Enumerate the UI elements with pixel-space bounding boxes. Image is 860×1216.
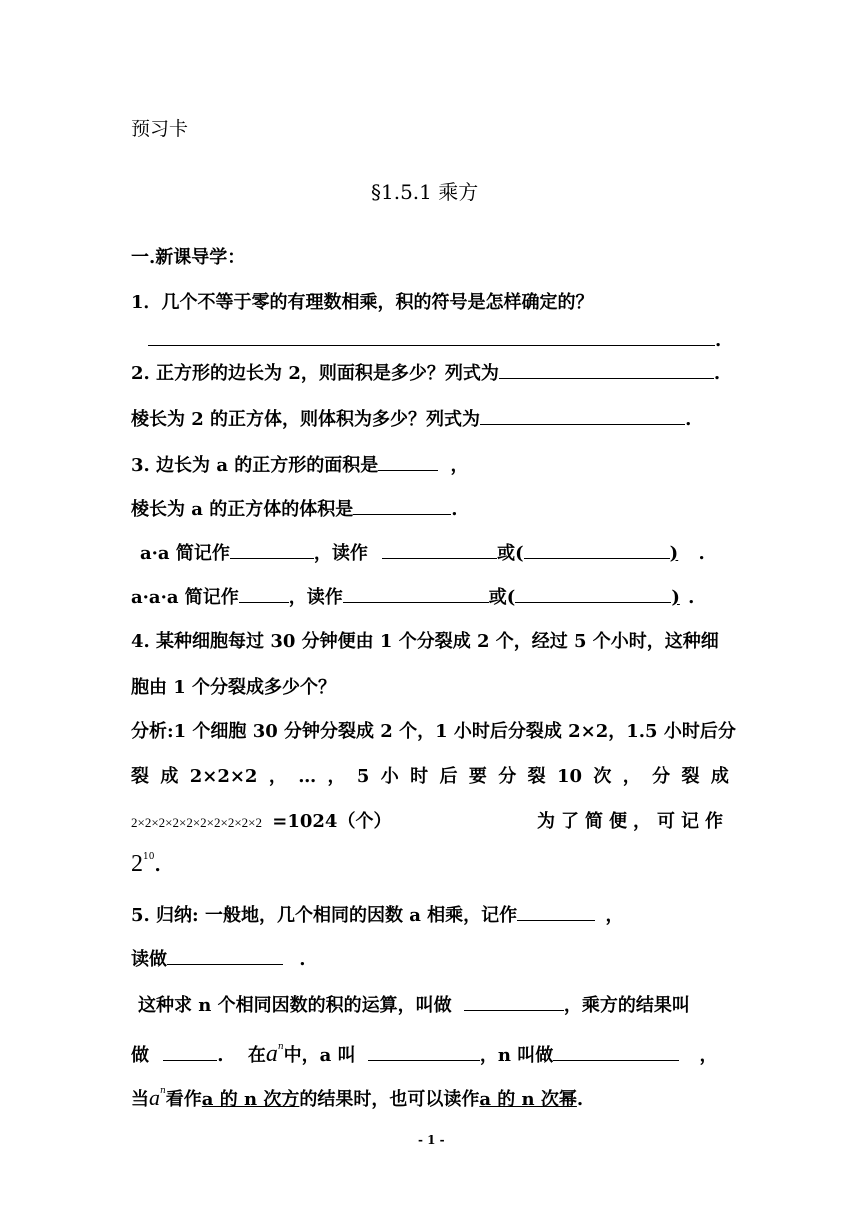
question-1-answer-line: . — [148, 327, 721, 353]
analysis-line-1: 分析:1 个细胞 30 分钟分裂成 2 个，1 小时后分裂成 2×2，1.5 小时后分 — [131, 721, 736, 742]
answer-blank[interactable] — [378, 452, 438, 471]
question-2-line-2: 棱长为 2 的正方体，则体积为多少？列式为 . — [131, 406, 691, 432]
question-5-line-4: 做 . 在$a^n$中，a 叫 ，n 叫做 ， — [131, 1041, 718, 1067]
question-1-number: 1． — [131, 292, 162, 313]
answer-blank[interactable] — [148, 327, 715, 346]
answer-blank[interactable] — [464, 992, 564, 1011]
question-3-line-1: 3. 边长为 a 的正方形的面积是 ， — [131, 452, 469, 478]
power-notation: $2^{10}$. — [131, 851, 161, 877]
product-expression: 2×2×2×2×2×2×2×2×2×2 — [131, 815, 262, 830]
answer-blank[interactable] — [230, 540, 314, 559]
page-number: - 1 - — [418, 1133, 445, 1147]
answer-blank[interactable] — [343, 584, 489, 603]
answer-blank[interactable] — [553, 1042, 679, 1061]
section-heading: 一.新课导学： — [131, 247, 246, 268]
question-1 — [131, 291, 594, 315]
answer-blank[interactable] — [163, 1042, 217, 1061]
analysis-line-2: 裂 成 2×2×2 ， … ， 5 小 时 后 要 分 裂 10 次 ， 分 裂 成 — [131, 766, 729, 787]
question-3-line-2: 棱长为 a 的正方体的体积是 . — [131, 496, 457, 522]
product-result: =1024（个） — [272, 811, 392, 832]
answer-blank[interactable] — [353, 496, 451, 515]
answer-blank[interactable] — [382, 540, 497, 559]
answer-blank[interactable] — [239, 584, 289, 603]
answer-blank[interactable] — [480, 406, 685, 425]
answer-blank[interactable] — [368, 1042, 480, 1061]
answer-blank[interactable] — [515, 584, 671, 603]
answer-blank[interactable] — [167, 946, 283, 965]
question-3-line-3: a·a 简记作 ，读作 或( ) . — [140, 540, 705, 566]
page-title: §1.5.1 乘方 — [371, 180, 479, 204]
question-5-line-5: 当$a^n$看作a 的 n 次方的结果时，也可以读作a 的 n 次幂. — [131, 1085, 584, 1110]
simplify-note: 为了简便，可记作 — [537, 811, 729, 832]
question-5-line-3: 这种求 n 个相同因数的积的运算，叫做 ，乘方的结果叫 — [138, 992, 690, 1018]
answer-blank[interactable] — [499, 360, 714, 379]
question-3-line-4: a·a·a 简记作 ，读作 或( ) . — [131, 584, 694, 610]
header-label: 预习卡 — [131, 118, 189, 140]
question-4-line-1: 4. 某种细胞每过 30 分钟便由 1 个分裂成 2 个，经过 5 个小时，这种细 — [131, 631, 719, 652]
question-1-text: 几个不等于零的有理数相乘，积的符号是怎样确定的？ — [161, 292, 594, 313]
question-2-line-1: 2. 正方形的边长为 2，则面积是多少？列式为 . — [131, 360, 720, 386]
question-5-line-2: 读做 . — [131, 946, 306, 972]
answer-blank[interactable] — [517, 902, 595, 921]
question-4-line-2: 胞由 1 个分裂成多少个？ — [131, 677, 337, 698]
answer-blank[interactable] — [524, 540, 670, 559]
analysis-line-3 — [131, 810, 729, 835]
question-5-line-1: 5. 归纳: 一般地，几个相同的因数 a 相乘，记作 ， — [131, 902, 623, 928]
